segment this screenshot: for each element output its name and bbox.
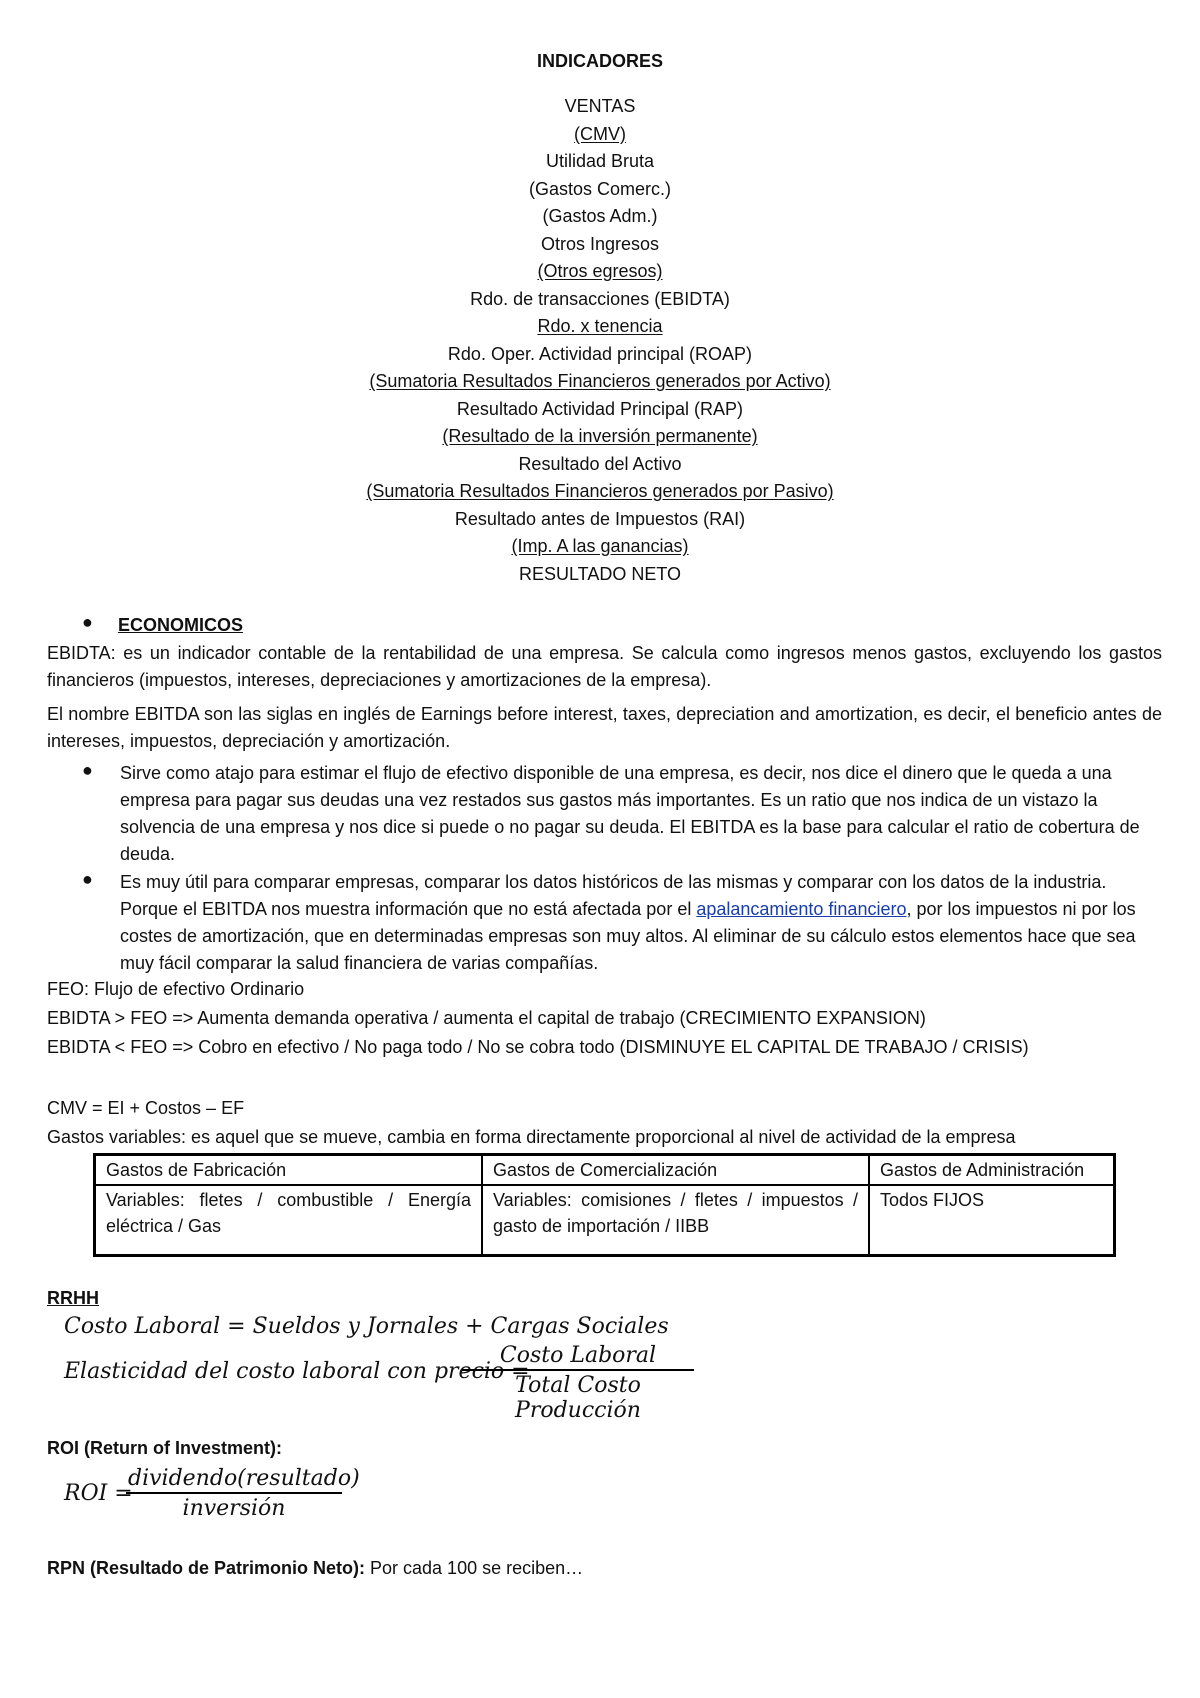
elasticidad-fraction: [462, 1343, 694, 1423]
income-statement-line: (Imp. A las ganancias): [511, 536, 689, 556]
rrhh-heading: RRHH: [47, 1288, 99, 1308]
income-statement-line: VENTAS: [564, 96, 636, 116]
bullet-dot: ●: [82, 760, 93, 780]
roi-fraction: [126, 1466, 360, 1521]
gastos-variables: Gastos variables: es aquel que se mueve, cambia en forma directamente proporcional al nivel de actividad de la empresa: [47, 1127, 1016, 1147]
income-statement-line: Rdo. de transacciones (EBIDTA): [470, 288, 730, 309]
fraction-numerator: Costo Laboral: [462, 1343, 694, 1371]
ebidta-greater-feo: EBIDTA > FEO => Aumenta demanda operativa / aumenta el capital de trabajo (CRECIMIENTO EXPANSION): [47, 1008, 926, 1028]
fraction-denominator: inversión: [182, 1496, 286, 1521]
gastos-table: [93, 1153, 1116, 1257]
fraction-denominator: Total Costo Producción: [515, 1373, 641, 1423]
bullet-dot: ●: [82, 612, 93, 632]
table-header: Gastos de Comercialización: [482, 1155, 869, 1186]
income-statement-line: (Gastos Comerc.): [528, 178, 672, 199]
bullet-ebitda-cashflow: Sirve como atajo para estimar el flujo de efectivo disponible de una empresa, es decir, nos dice el dinero que le queda a una empresa para pagar sus deudas una vez restados sus gastos más importantes. Es un ratio que nos indica de un vistazo la solvencia de una empresa y nos dice si puede o no pagar su deuda. El EBITDA es la base para calcular el ratio de cobertura de deuda.: [120, 763, 1140, 864]
table-header: Gastos de Fabricación: [95, 1155, 483, 1186]
income-statement-line: Utilidad Bruta: [545, 151, 655, 171]
income-statement-line: Resultado antes de Impuestos (RAI): [454, 508, 746, 529]
ebitda-name: El nombre EBITDA son las siglas en inglés de Earnings before interest, taxes, depreciation and amortization, es decir, el beneficio antes de intereses, impuestos, depreciación y amortización.: [47, 704, 1162, 751]
elasticidad-lhs: Elasticidad del costo laboral con precio =: [64, 1359, 530, 1384]
ebidta-definition: EBIDTA: es un indicador contable de la rentabilidad de una empresa. Se calcula como ingresos menos gastos, excluyendo los gastos financieros (impuestos, intereses, depreciaciones y amortizaciones de la empresa).: [47, 643, 1162, 690]
income-statement-line: (Sumatoria Resultados Financieros generados por Pasivo): [366, 481, 834, 501]
income-statement-line: (Otros egresos): [537, 261, 663, 281]
feo-definition: FEO: Flujo de efectivo Ordinario: [47, 979, 305, 999]
table-cell: Todos FIJOS: [869, 1185, 1115, 1255]
cmv-formula: CMV = EI + Costos – EF: [47, 1098, 245, 1118]
income-statement-line: (Gastos Adm.): [542, 206, 658, 226]
income-statement-line: Resultado Actividad Principal (RAP): [456, 398, 744, 419]
income-statement-line: RESULTADO NETO: [518, 563, 682, 584]
bullet-dot: ●: [82, 869, 93, 889]
table-cell: Variables: fletes / combustible / Energía eléctrica / Gas: [95, 1185, 483, 1255]
income-statement-line: (CMV): [574, 123, 626, 144]
table-header-row: [95, 1155, 1115, 1186]
income-statement-line: Rdo. x tenencia: [537, 316, 663, 336]
ebidta-less-feo: EBIDTA < FEO => Cobro en efectivo / No paga todo / No se cobra todo (DISMINUYE EL CAPITAL DE TRABAJO / CRISIS): [47, 1037, 1029, 1057]
apalancamiento-link[interactable]: apalancamiento financiero: [696, 899, 907, 919]
income-statement-line: Rdo. Oper. Actividad principal (ROAP): [447, 343, 753, 364]
income-statement-line: Otros Ingresos: [540, 233, 660, 254]
income-statement-line: Resultado del Activo: [518, 453, 682, 474]
rpn-line: RPN (Resultado de Patrimonio Neto): Por cada 100 se reciben…: [47, 1558, 584, 1578]
fraction-numerator: dividendo(resultado): [126, 1466, 342, 1494]
economicos-heading: ECONOMICOS: [118, 615, 244, 635]
table-cell: Variables: comisiones / fletes / impuestos / gasto de importación / IIBB: [482, 1185, 869, 1255]
costo-laboral-formula: Costo Laboral = Sueldos y Jornales + Cargas Sociales: [64, 1314, 669, 1339]
table-header: Gastos de Administración: [869, 1155, 1115, 1186]
table-row: [95, 1185, 1115, 1255]
bullet-ebitda-compare: Es muy útil para comparar empresas, comparar los datos históricos de las mismas y comparar con los datos de la industria. Porque el EBITDA nos muestra información que no está afectada por el apalancamiento financiero, por los impuestos ni por los costes de amortización, que en determinadas empresas son muy altos. Al eliminar de su cálculo estos elementos hace que sea muy fácil comparar la salud financiera de varias compañías.: [120, 872, 1136, 973]
income-statement-line: (Resultado de la inversión permanente): [442, 426, 758, 446]
document-page: INDICADORES VENTAS (CMV) Utilidad Bruta (Gastos Comerc.) (Gastos Adm.) Otros Ingresos (Otros egresos) Rdo. de transacciones (EBIDTA) Rdo. x tenencia Rdo. Oper. Actividad principal (ROAP) (Sumatoria Resultados Financieros generados por Activo) Resultado Actividad Principal (RAP) (Resultado de la inversión permanente) Resultado del Activo (Sumatoria Resultados Financieros generados por Pasivo) Resultado antes de Impuestos (RAI) (Imp. A las ganancias) RESULTADO NETO ● ECONOMICOS EBIDTA: es un indicador contable de la rentabilidad de una empresa. Se calcula como ingresos menos gastos, excluyendo los gastos financieros (impuestos, intereses, depreciaciones y amortizaciones de la empresa). El nombre EBITDA son las siglas en inglés de Earnings before interest, taxes, depreciation and amortization, es decir, el beneficio antes de intereses, impuestos, depreciación y amortización. ● Sirve como atajo para estimar el flujo de efectivo disponible de una empresa, es decir, nos dice el dinero que le queda a una empresa para pagar sus deudas una vez restados sus gastos más importantes. Es un ratio que nos indica de un vistazo la solvencia de una empresa y nos dice si puede o no pagar su deuda. El EBITDA es la base para calcular el ratio de cobertura de deuda. ● Es muy útil para comparar empresas, comparar los datos históricos de las mismas y comparar con los datos de la industria. Porque el EBITDA nos muestra información que no está afectada por el apalancamiento financiero, por los impuestos ni por los costes de amortización, que en determinadas empresas son muy altos. Al eliminar de su cálculo estos elementos hace que sea muy fácil comparar la salud financiera de varias compañías. FEO: Flujo de efectivo Ordinario EBIDTA > FEO => Aumenta demanda operativa / aumenta el capital de trabajo (CRECIMIENTO EXPANSION) EBIDTA < FEO => Cobro en efectivo / No paga todo / No se cobra todo (DISMINUYE EL CAPITAL DE TRABAJO / CRISIS) CMV = EI + Costos – EF Gastos variables: es aquel que se mueve, cambia en forma directamente proporcional al nivel de actividad de la empresa Gastos de Fabricación Gastos de Comercialización Gastos de Administración Variables: fletes / combustible / Energía eléctrica / Gas Variables: comisiones / fletes / impuestos / gasto de importación / IIBB Todos FIJOS RRHH Costo Laboral = Sueldos y Jornales + Cargas Sociales Elasticidad del costo laboral con precio = Costo Laboral Total Costo Producción ROI (Return of Investment): ROI = dividendo(resultado) inversión RPN (Resultado de Patrimonio Neto): Por cada 100 se reciben…: [0, 0, 1200, 1698]
income-statement-line: (Sumatoria Resultados Financieros generados por Activo): [369, 371, 831, 391]
roi-heading: ROI (Return of Investment):: [47, 1438, 283, 1458]
roi-lhs: ROI =: [64, 1481, 133, 1506]
